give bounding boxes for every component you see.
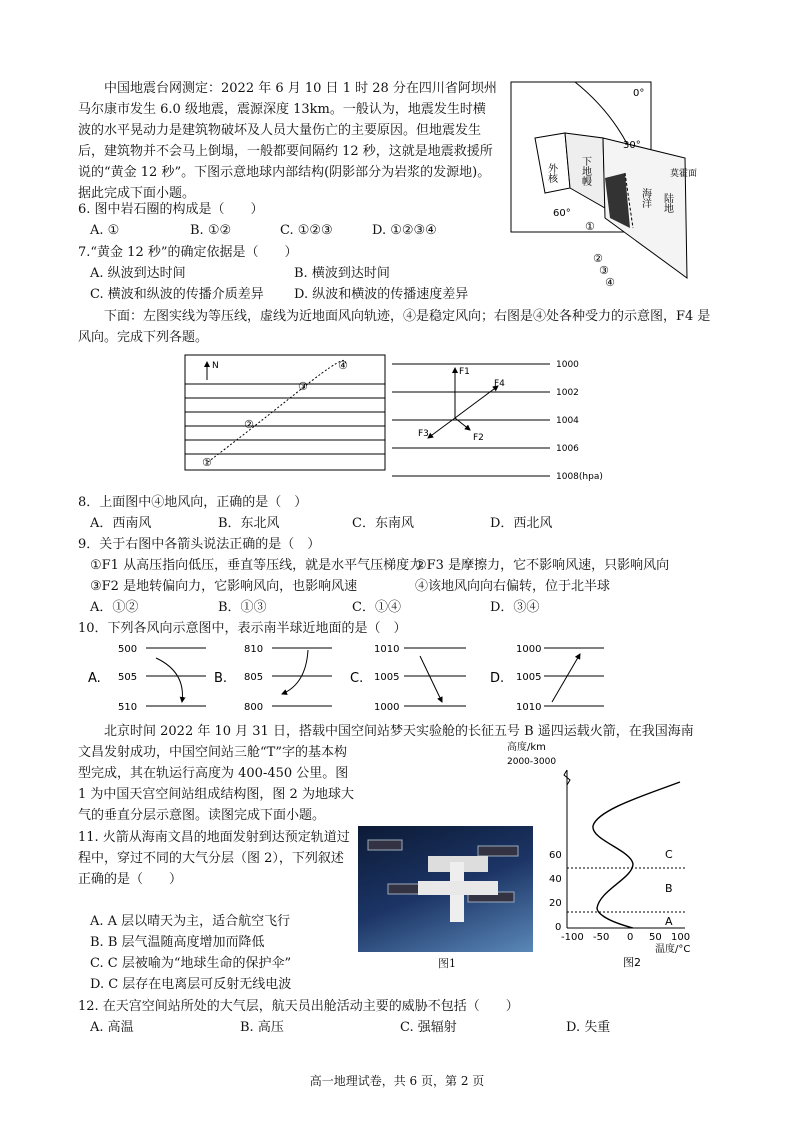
q10-a-iso3: 510 [118, 702, 138, 713]
q12-option-c[interactable]: C. 强辐射 [400, 1020, 457, 1035]
q11-option-a[interactable]: A. A 层以晴天为主，适合航空飞行 [90, 914, 291, 929]
q10-d-iso1: 1000 [516, 644, 542, 655]
x-50: -50 [593, 932, 610, 943]
q12-option-a[interactable]: A. 高温 [90, 1020, 134, 1035]
q7-option-a[interactable]: A. 纵波到达时间 [90, 266, 186, 281]
q9-option-c[interactable]: C．①④ [352, 600, 401, 615]
x100: 100 [671, 932, 691, 943]
q10-d-iso3: 1010 [516, 702, 542, 713]
q10-b-letter[interactable]: B. [214, 671, 228, 686]
q12-option-b[interactable]: B. 高压 [240, 1020, 284, 1035]
atmosphere-chart [505, 740, 720, 985]
q9-option-b[interactable]: B．①③ [218, 600, 267, 615]
page-footer: 高一地理试卷，共 6 页，第 2 页 [309, 1074, 485, 1088]
q10-b-iso2: 805 [244, 672, 264, 683]
num4-label: ④ [605, 276, 615, 289]
ocean-label: 海洋 [639, 188, 651, 208]
q10-d-arrow [552, 654, 580, 702]
f3-arrow [428, 418, 455, 438]
q10-a-arrow [156, 658, 182, 702]
layer-b-label: B [665, 882, 673, 895]
deg30-label: 30° [623, 140, 641, 151]
q10-c-iso1: 1010 [374, 644, 400, 655]
layer-c-label: C [665, 848, 673, 861]
q9-statement-3: ③F2 是地转偏向力，它影响风向，也影响风速 [90, 579, 358, 594]
q10-c-arrow [420, 656, 442, 702]
q10-a-iso2: 505 [118, 672, 138, 683]
outer-core-label: 外核 [545, 163, 557, 183]
isobar-1004: 1004 [556, 416, 579, 426]
q11-option-c[interactable]: C. C 层被喻为“地球生命的保护伞” [90, 956, 292, 971]
q10-c-iso3: 1000 [374, 702, 400, 713]
atmo-ylabel: 高度/km [507, 742, 546, 753]
q10-a-iso1: 500 [118, 644, 138, 655]
atmo-xlabel: 温度/°C [655, 944, 691, 955]
fig2-caption: 图2 [623, 956, 641, 969]
isobar-1000: 1000 [556, 360, 579, 370]
q10-c-iso2: 1005 [374, 672, 400, 683]
f4-arrow [455, 386, 498, 418]
q10-a-letter[interactable]: A. [88, 671, 101, 686]
q8-option-d[interactable]: D．西北风 [490, 516, 553, 531]
fig1-caption: 图1 [438, 957, 456, 970]
intro-earthquake: 中国地震台网测定：2022 年 6 月 10 日 1 时 28 分在四川省阿坝州马尔康市发生 6.0 级地震，震源深度 13km。一般认为，地震发生时横波的水平晃动力是建筑物破坏及人员大量伤亡的主要原因。但地震发生后，建筑物并不会马上倒塌，一般都要间隔约 12 秒，这就是地震救援所说的“黄金 12 秒”。下图示意地球内部结构(阴影部分为岩浆的发源地)。据此完成下面小题。 [78, 81, 497, 201]
point4-label: ④ [338, 359, 348, 372]
q7-option-d[interactable]: D. 纵波和横波的传播速度差异 [294, 287, 469, 302]
q12-option-d[interactable]: D. 失重 [566, 1020, 611, 1035]
f3-label: F3 [418, 429, 429, 439]
earth-structure-diagram [505, 78, 715, 293]
q9-option-a[interactable]: A．①② [90, 600, 139, 615]
point3-label: ③ [298, 380, 308, 393]
lower-mantle-label: 下地幔 [579, 156, 591, 186]
q10-b-iso3: 800 [244, 702, 264, 713]
wind-trajectory [208, 360, 345, 462]
space-station-photo [358, 826, 533, 952]
q6-option-c[interactable]: C. ①②③ [280, 223, 333, 238]
y40: 40 [549, 874, 562, 885]
q7-option-c[interactable]: C. 横波和纵波的传播介质差异 [90, 287, 264, 302]
q9-statement-2: ②F3 是摩擦力，它不影响风速，只影响风向 [415, 558, 670, 573]
space-station-illustration [358, 826, 533, 952]
q8-option-c[interactable]: C．东南风 [352, 516, 414, 531]
q7-stem: 7.“黄金 12 秒”的确定依据是（ ） [78, 245, 298, 260]
q10-b-arrow [282, 650, 308, 694]
layer-a-label: A [665, 915, 673, 928]
q9-statement-1: ①F1 从高压指向低压，垂直等压线，就是水平气压梯度力 [90, 558, 423, 573]
q8-stem: 8．上面图中④地风向，正确的是（ ） [78, 495, 308, 510]
q10-options-diagram [86, 640, 606, 715]
q11-option-d[interactable]: D. C 层存在电离层可反射无线电波 [90, 977, 292, 992]
q6-option-a[interactable]: A. ① [90, 223, 120, 238]
intro-space-rest: 文昌发射成功，中国空间站三舱“T”字的基本构型完成，其在轨运行高度为 400-450 公里。图 1 为中国天宫空间站组成结构图，图 2 为地球大气的垂直分层示意图。读图完成下面小题。 [78, 745, 354, 823]
x-100: -100 [561, 932, 584, 943]
q6-option-d[interactable]: D. ①②③④ [372, 223, 437, 238]
q8-option-a[interactable]: A．西南风 [90, 516, 152, 531]
q8-option-b[interactable]: B．东北风 [218, 516, 280, 531]
y60: 60 [549, 850, 562, 861]
q9-option-d[interactable]: D．③④ [490, 600, 540, 615]
moho-label: 莫霍面 [670, 169, 698, 179]
point2-label: ② [244, 418, 254, 431]
q10-stem: 10．下列各风向示意图中，表示南半球近地面的是（ ） [78, 621, 407, 636]
isobar-1006: 1006 [556, 444, 579, 454]
q9-stem: 9．关于右图中各箭头说法正确的是（ ） [78, 537, 321, 552]
q11-stem: 11. 火箭从海南文昌的地面发射到达预定轨道过程中，穿过不同的大气分层（图 2），下列叙述正确的是（ ） [78, 830, 350, 887]
f4-label: F4 [494, 379, 505, 389]
intro-space-line1: 北京时间 2022 年 10 月 31 日，搭载中国空间站梦天实验舱的长征五号 B 遥四运载火箭，在我国海南 [104, 724, 694, 739]
intro-wind: 下面：左图实线为等压线，虚线为近地面风向轨迹，④是稳定风向；右图是④处各种受力的示意图，F4 是风向。完成下列各题。 [78, 309, 711, 345]
q7-option-b[interactable]: B. 横波到达时间 [294, 266, 390, 281]
num2-label: ② [593, 252, 603, 265]
y0: 0 [555, 922, 562, 933]
land-label: 陆地 [661, 193, 673, 213]
q9-statement-4: ④该地风向向右偏转，位于北半球 [415, 579, 611, 594]
num1-label: ① [585, 220, 595, 233]
isobar-1008: 1008(hpa) [556, 472, 603, 482]
x0: 0 [627, 932, 634, 943]
y20: 20 [549, 898, 562, 909]
isobar-1002: 1002 [556, 388, 579, 398]
deg60-label: 60° [553, 208, 571, 219]
f2-label: F2 [473, 433, 484, 443]
q10-d-letter[interactable]: D. [490, 671, 505, 686]
q12-stem: 12. 在天宫空间站所处的大气层，航天员出舱活动主要的威胁不包括（ ） [78, 999, 519, 1014]
q10-b-iso1: 810 [244, 644, 264, 655]
point1-label: ① [202, 456, 212, 469]
q11-option-b[interactable]: B. B 层气温随高度增加而降低 [90, 935, 265, 950]
atmo-ytop: 2000-3000 [507, 757, 557, 767]
q10-d-iso2: 1005 [516, 672, 542, 683]
wind-diagrams [180, 350, 620, 485]
deg0-label: 0° [633, 88, 645, 99]
q6-stem: 6. 图中岩石圈的构成是（ ） [78, 202, 264, 217]
q6-option-b[interactable]: B. ①② [190, 223, 232, 238]
f1-label: F1 [459, 367, 470, 377]
north-label: N [212, 361, 219, 371]
x50: 50 [649, 932, 662, 943]
q10-c-letter[interactable]: C. [350, 671, 364, 686]
num3-label: ③ [599, 264, 609, 277]
